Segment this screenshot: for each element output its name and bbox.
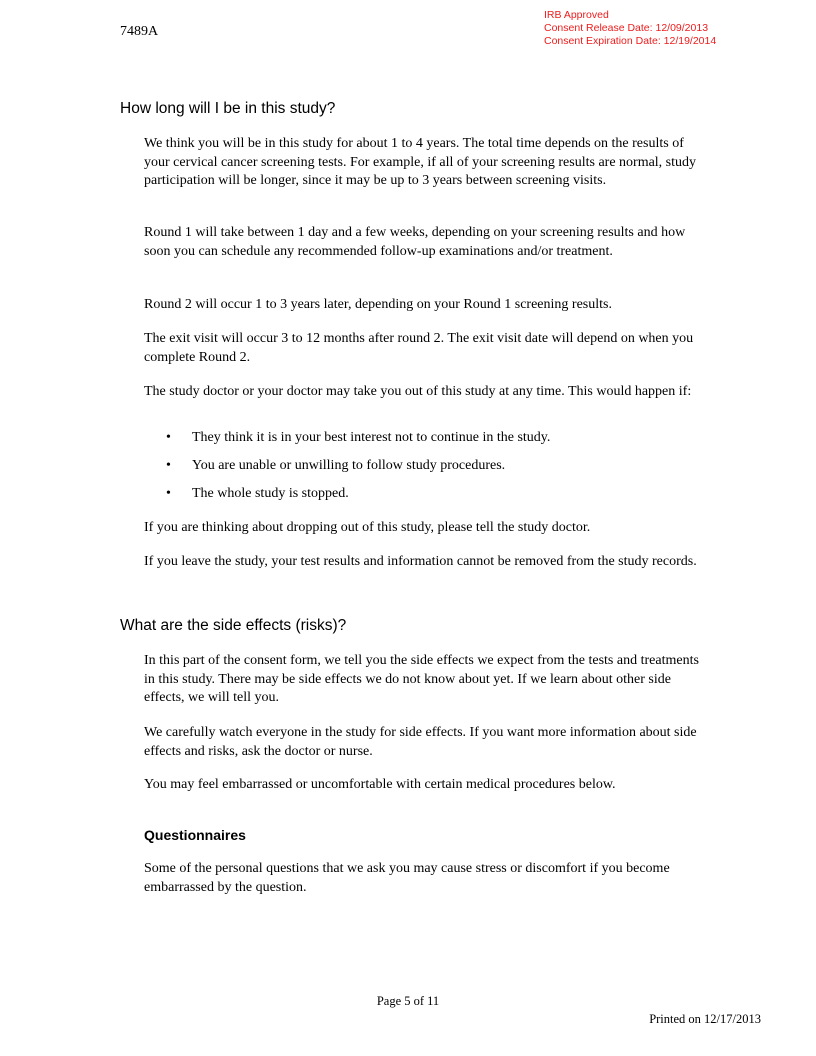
list-item-text: You are unable or unwilling to follow study procedures.: [192, 458, 506, 473]
page-number: Page 5 of 11: [376, 994, 440, 1008]
list-item-text: The whole study is stopped.: [192, 486, 349, 501]
paragraph-round-1: Round 1 will take between 1 day and a few weeks, depending on your screening results and how soon you can schedule any recommended follow-up examinations and/or treatment.: [144, 225, 686, 259]
consent-release-date: Consent Release Date: 12/09/2013: [544, 22, 709, 34]
paragraph-study-length: We think you will be in this study for about 1 to 4 years. The total time depends on the results of your cervical cancer screening tests. For example, if all of your screening results are normal, study participation will be longer, since it may be up to 3 years between screening visits.: [144, 136, 697, 188]
bullet-icon: •: [166, 486, 171, 501]
paragraph-removal-conditions: The study doctor or your doctor may take you out of this study at any time. This would happen if:: [144, 384, 692, 399]
paragraph-exit-visit: The exit visit will occur 3 to 12 months after round 2. The exit visit date will depend on when you complete Round 2.: [144, 331, 694, 365]
paragraph-monitoring: We carefully watch everyone in the study for side effects. If you want more information about side effects and risks, ask the doctor or nurse.: [144, 725, 697, 759]
bullet-icon: •: [166, 458, 171, 473]
paragraph-side-effects-intro: In this part of the consent form, we tell you the side effects we expect from the tests and treatments in this study. There may be side effects we do not know about yet. If we learn about other side effects, we will tell you.: [144, 653, 699, 705]
list-item-text: They think it is in your best interest not to continue in the study.: [192, 430, 551, 445]
bullet-icon: •: [166, 430, 171, 445]
irb-approved-label: IRB Approved: [544, 9, 609, 21]
section-heading-study-duration: How long will I be in this study?: [120, 100, 336, 117]
paragraph-dropping-out: If you are thinking about dropping out of this study, please tell the study doctor.: [144, 520, 591, 535]
paragraph-embarrassment: You may feel embarrassed or uncomfortable with certain medical procedures below.: [144, 777, 616, 792]
document-id: 7489A: [120, 24, 159, 39]
paragraph-round-2: Round 2 will occur 1 to 3 years later, depending on your Round 1 screening results.: [144, 297, 612, 312]
consent-expiration-date: Consent Expiration Date: 12/19/2014: [544, 35, 717, 47]
paragraph-records-retention: If you leave the study, your test results and information cannot be removed from the study records.: [144, 554, 697, 569]
subheading-questionnaires: Questionnaires: [144, 827, 246, 843]
section-heading-side-effects: What are the side effects (risks)?: [120, 617, 347, 634]
irb-approval-stamp: [544, 9, 716, 48]
paragraph-questionnaire-risks: Some of the personal questions that we ask you may cause stress or discomfort if you become embarrassed by the question.: [144, 861, 670, 895]
printed-date: Printed on 12/17/2013: [649, 1012, 761, 1026]
